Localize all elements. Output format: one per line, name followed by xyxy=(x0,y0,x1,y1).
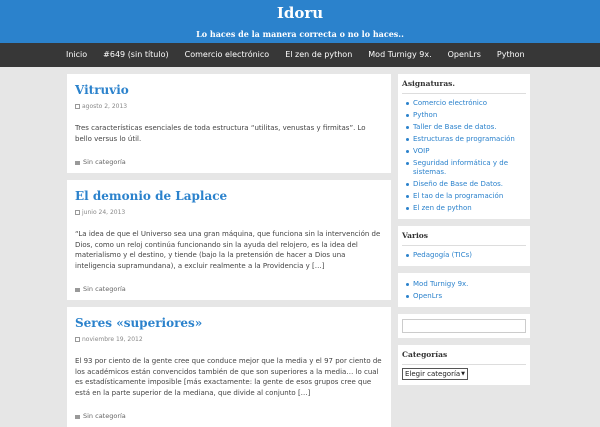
category-select[interactable] xyxy=(402,368,468,380)
post-title[interactable]: Seres «superiores» xyxy=(75,316,203,330)
site-title[interactable]: Idoru xyxy=(276,4,324,22)
sidebar-link[interactable]: Seguridad informática y de sistemas. xyxy=(406,157,526,178)
calendar-icon xyxy=(75,337,80,342)
post-date-text[interactable]: agosto 2, 2013 xyxy=(82,103,128,110)
folder-icon xyxy=(75,415,80,419)
post-excerpt: Tres características esenciales de toda estructura “utilitas, venustas y firmitas”. Lo bello versus lo útil. xyxy=(75,124,366,143)
folder-icon xyxy=(75,161,80,165)
sidebar-link[interactable]: Mod Turnigy 9x. xyxy=(406,278,526,290)
nav-item-zen[interactable]: El zen de python xyxy=(285,50,353,59)
post-list xyxy=(67,74,391,420)
nav-item-turnigy[interactable]: Mod Turnigy 9x. xyxy=(368,50,432,59)
nav-item-inicio[interactable]: Inicio xyxy=(66,50,88,59)
sidebar-link[interactable]: El tao de la programación xyxy=(406,190,526,202)
widget-title: Asignaturas. xyxy=(402,79,526,94)
post-date-text[interactable]: noviembre 19, 2012 xyxy=(82,336,143,343)
post-category xyxy=(75,285,383,294)
site-tagline: Lo haces de la manera correcta o no lo haces.. xyxy=(196,29,404,39)
post xyxy=(67,180,391,300)
sidebar-link[interactable]: Comercio electrónico xyxy=(406,97,526,109)
post-date-text[interactable]: junio 24, 2013 xyxy=(82,209,126,216)
post-date xyxy=(75,335,383,344)
sidebar-link[interactable]: Python xyxy=(406,109,526,121)
post-date xyxy=(75,102,383,111)
nav-item-python[interactable]: Python xyxy=(496,50,525,59)
post-title[interactable]: El demonio de Laplace xyxy=(75,189,228,203)
post-category xyxy=(75,158,383,167)
sidebar-link[interactable]: Pedagogía (TICs) xyxy=(406,249,526,261)
widget-misc xyxy=(398,273,530,307)
site-header xyxy=(0,0,600,43)
widget-search xyxy=(398,314,530,338)
post-excerpt: El 93 por ciento de la gente cree que conduce mejor que la media y el 97 por ciento de los académicos están convencidos también de que son superiores a la media… lo cual es estadísticamente imposible [más exactamente: la gente de esos grupos cree que está en la parte superior de la mediana, que divide al conjunto […] xyxy=(75,357,382,397)
category-select-value: Elegir categoría xyxy=(405,370,461,378)
calendar-icon xyxy=(75,104,80,109)
post-excerpt: “La idea de que el Universo sea una gran máquina, que funciona sin la intervención de Dios, como un reloj continúa funcionando sin la ayuda del relojero, es la idea del materialismo y el destino, y tiende (bajo la la pretensión de hacer a Dios una inteligencia supramundana), a excluir realmente a la Providencia y […] xyxy=(75,230,381,270)
category-link[interactable]: Sin categoría xyxy=(83,285,126,293)
widget-title: Varios xyxy=(402,231,526,246)
sidebar-link[interactable]: El zen de python xyxy=(406,202,526,214)
post-category xyxy=(75,412,383,421)
sidebar xyxy=(398,74,530,392)
category-link[interactable]: Sin categoría xyxy=(83,158,126,166)
search-input[interactable] xyxy=(402,319,526,333)
post-date xyxy=(75,208,383,217)
chevron-down-icon: ▼ xyxy=(461,371,465,377)
sidebar-link[interactable]: Diseño de Base de Datos. xyxy=(406,178,526,190)
nav-item-openlrs[interactable]: OpenLrs xyxy=(447,50,481,59)
widget-categorias xyxy=(398,345,530,385)
sidebar-link[interactable]: OpenLrs xyxy=(406,290,526,302)
sidebar-link[interactable]: Taller de Base de datos. xyxy=(406,121,526,133)
category-link[interactable]: Sin categoría xyxy=(83,412,126,420)
nav-item-649[interactable]: #649 (sin título) xyxy=(103,50,169,59)
post xyxy=(67,74,391,173)
post xyxy=(67,307,391,427)
widget-title: Categorías xyxy=(402,350,526,365)
widget-asignaturas xyxy=(398,74,530,219)
sidebar-link[interactable]: VOIP xyxy=(406,145,526,157)
widget-varios xyxy=(398,226,530,266)
calendar-icon xyxy=(75,210,80,215)
folder-icon xyxy=(75,288,80,292)
sidebar-link[interactable]: Estructuras de programación xyxy=(406,133,526,145)
post-title[interactable]: Vitruvio xyxy=(75,83,129,97)
main-nav xyxy=(0,43,600,67)
nav-item-comercio[interactable]: Comercio electrónico xyxy=(184,50,270,59)
